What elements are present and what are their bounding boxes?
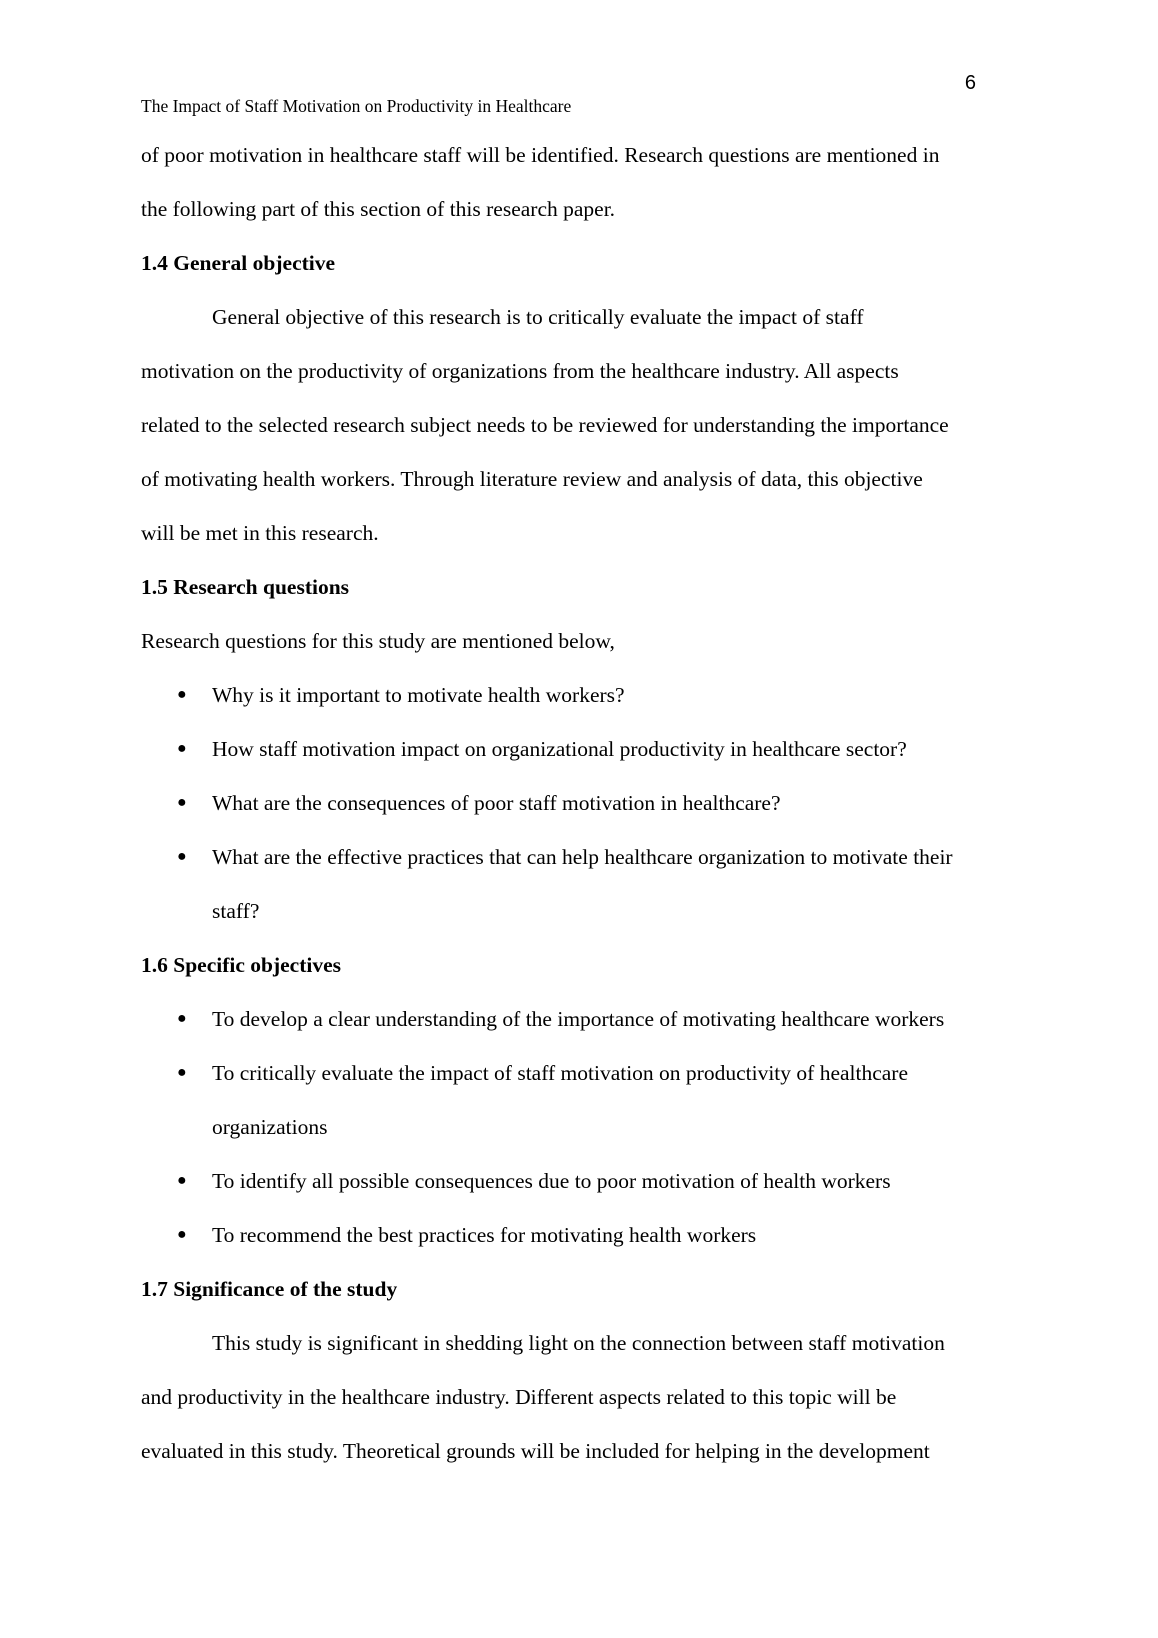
paragraph-line: of poor motivation in healthcare staff will be identified. Research questions are mentioned in: [141, 143, 940, 167]
list-item: [141, 776, 1021, 830]
section-heading-specific-objectives: 1.6 Specific objectives: [141, 953, 342, 977]
paragraph-line: will be met in this research.: [141, 521, 379, 545]
paragraph-line: of motivating health workers. Through literature review and analysis of data, this objective: [141, 467, 923, 491]
list-item: [141, 1154, 1021, 1208]
bullet-icon: ●: [177, 848, 187, 865]
section-heading-research-questions: 1.5 Research questions: [141, 575, 350, 599]
list-item: [141, 722, 1021, 776]
paragraph-line: evaluated in this study. Theoretical grounds will be included for helping in the development: [141, 1439, 930, 1463]
bullet-icon: ●: [177, 740, 187, 757]
bullet-icon: ●: [177, 686, 187, 703]
paragraph-line: Research questions for this study are mentioned below,: [141, 629, 615, 653]
list-item-text: To identify all possible consequences due to poor motivation of health workers: [212, 1169, 891, 1193]
list-item-text: What are the consequences of poor staff motivation in healthcare?: [212, 791, 781, 815]
paragraph-line: General objective of this research is to critically evaluate the impact of staff: [212, 305, 864, 329]
list-item-text: Why is it important to motivate health workers?: [212, 683, 625, 707]
paragraph-line: This study is significant in shedding light on the connection between staff motivation: [212, 1331, 945, 1355]
bullet-icon: ●: [177, 1010, 187, 1027]
bullet-icon: ●: [177, 1172, 187, 1189]
section-heading-general-objective: 1.4 General objective: [141, 251, 336, 275]
list-item-text: What are the effective practices that can help healthcare organization to motivate their: [212, 845, 953, 869]
section-heading-significance: 1.7 Significance of the study: [141, 1277, 398, 1301]
list-item-text: To critically evaluate the impact of staff motivation on productivity of healthcare: [212, 1061, 909, 1085]
running-head: The Impact of Staff Motivation on Productivity in Healthcare: [141, 96, 572, 116]
list-item-text: To develop a clear understanding of the importance of motivating healthcare workers: [212, 1007, 945, 1031]
list-item: [141, 830, 1021, 884]
list-item-text: To recommend the best practices for motivating health workers: [212, 1223, 757, 1247]
bullet-icon: ●: [177, 1226, 187, 1243]
paragraph-line: and productivity in the healthcare industry. Different aspects related to this topic will be: [141, 1385, 897, 1409]
bullet-icon: ●: [177, 1064, 187, 1081]
bullet-icon: ●: [177, 794, 187, 811]
list-item: [141, 1046, 1021, 1100]
list-item-continuation: staff?: [212, 899, 260, 923]
paragraph-line: related to the selected research subject needs to be reviewed for understanding the importance: [141, 413, 949, 437]
list-item: [141, 992, 1021, 1046]
list-item-text: How staff motivation impact on organizational productivity in healthcare sector?: [212, 737, 907, 761]
list-item: [141, 1208, 1021, 1262]
paragraph-line: the following part of this section of this research paper.: [141, 197, 616, 221]
page-number: 6: [964, 72, 976, 94]
list-item-continuation: organizations: [212, 1115, 328, 1139]
body-text: [141, 128, 1021, 1478]
paragraph-line: motivation on the productivity of organizations from the healthcare industry. All aspects: [141, 359, 899, 383]
list-item: [141, 668, 1021, 722]
